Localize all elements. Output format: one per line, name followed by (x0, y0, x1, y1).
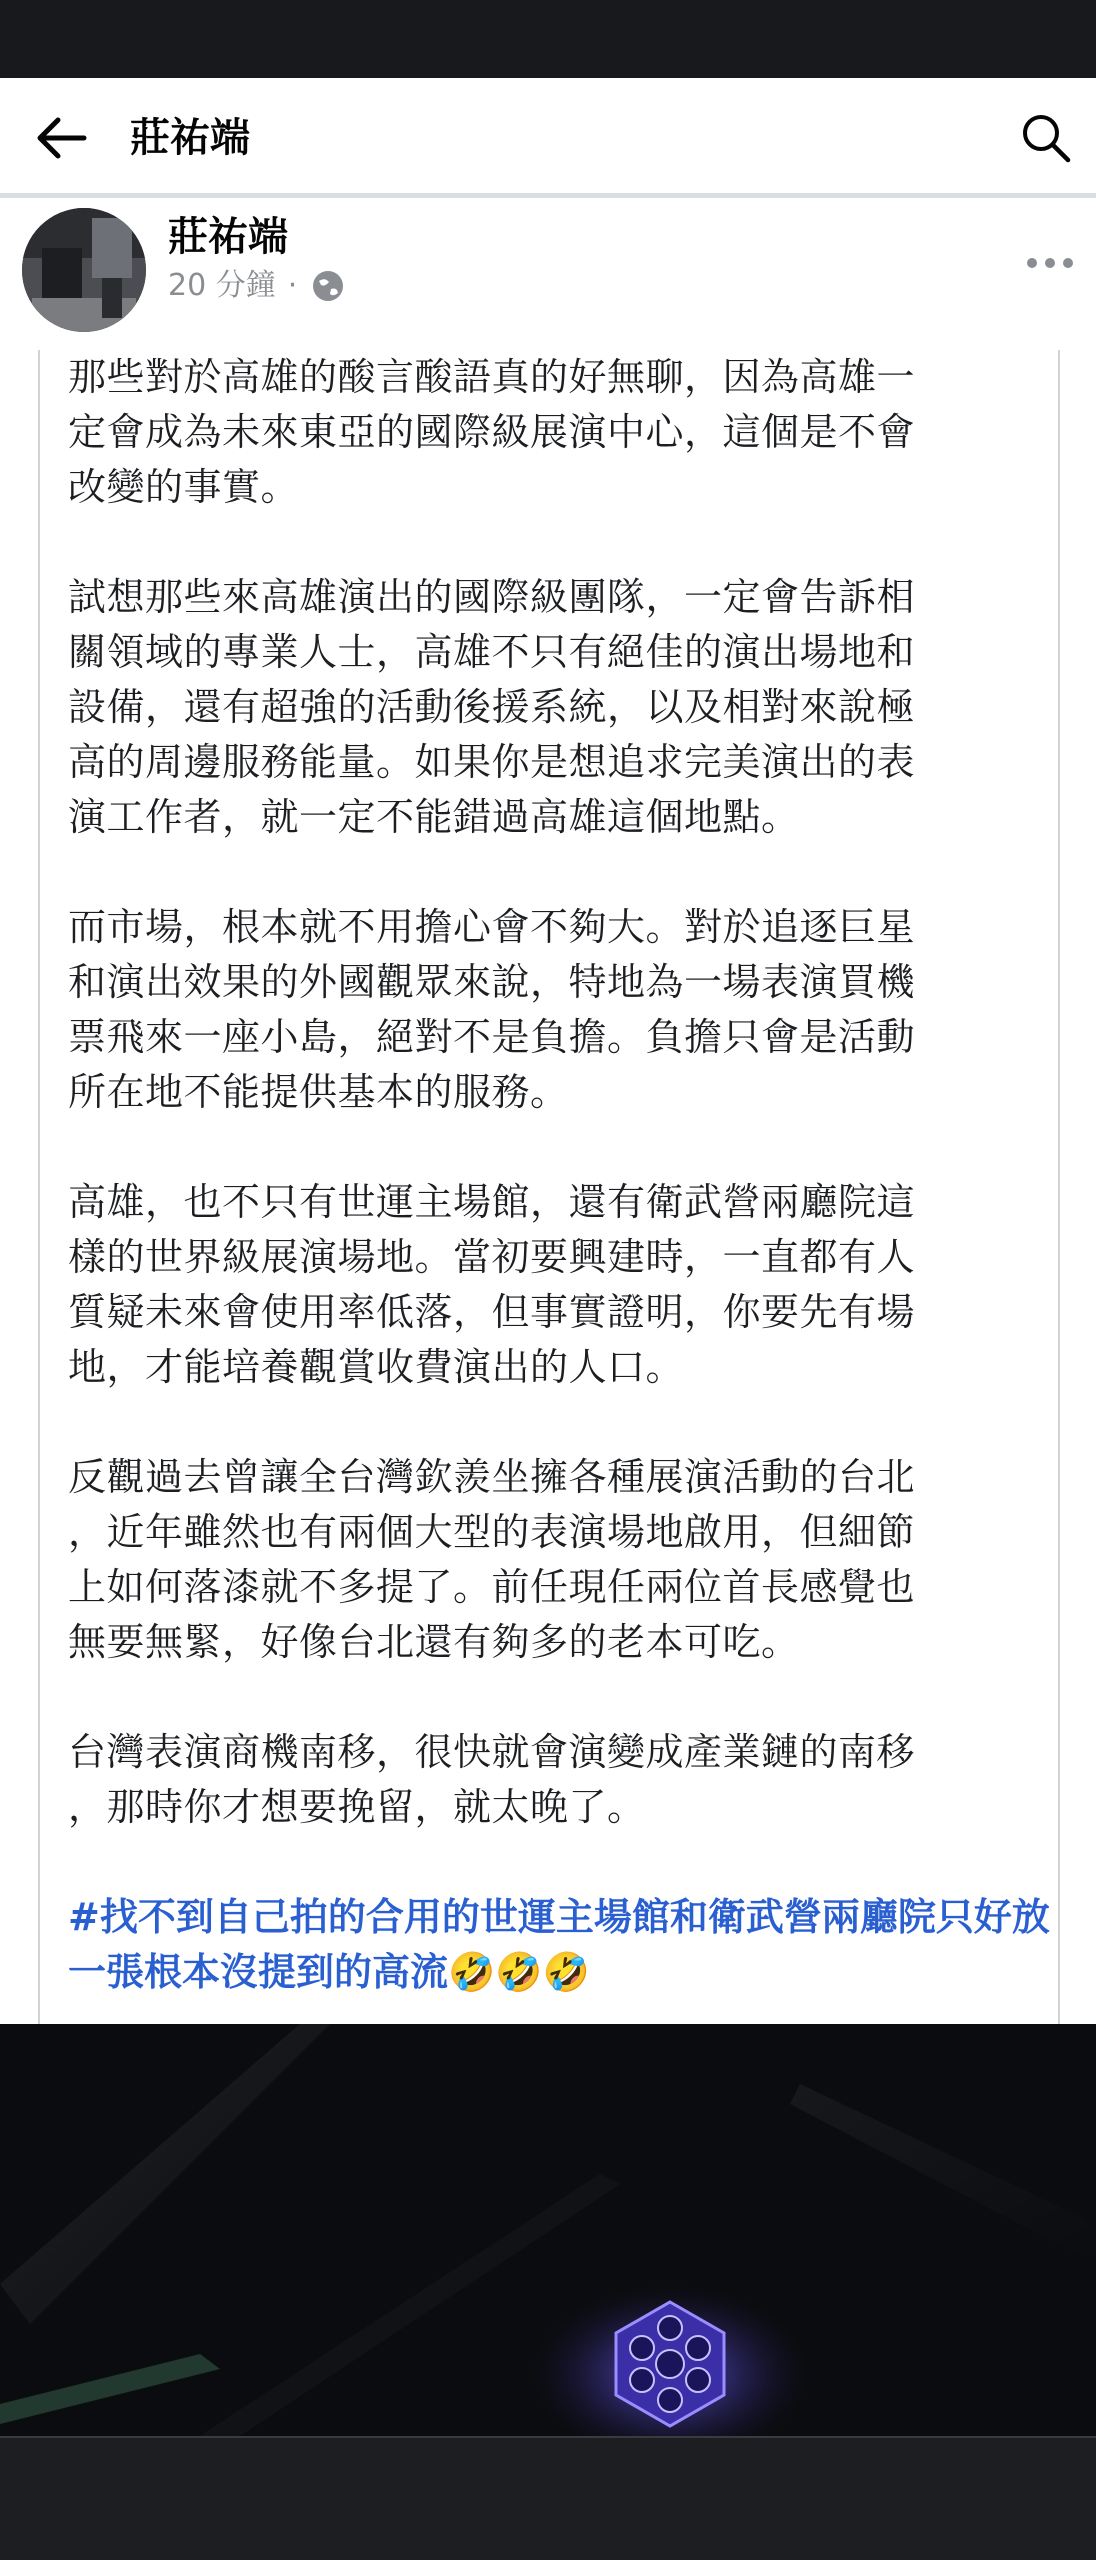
post-meta (168, 264, 345, 308)
post-content (38, 350, 1060, 2026)
meta-separator: · (287, 268, 298, 303)
more-options-button[interactable] (1024, 248, 1076, 278)
back-button[interactable] (30, 106, 94, 170)
arrow-left-icon (30, 106, 94, 170)
post-time[interactable]: 20 分鐘 (168, 268, 276, 303)
post-body-text: 那些對於高雄的酸言酸語真的好無聊，因為高雄一 定會成為未來東亞的國際級展演中心，這個是不會 改變的事實。 試想那些來高雄演出的國際級團隊，一定會告訴相 關領域的專業人士，高雄不只有絕佳的演出場地和 設備，還有超強的活動後援系統，以及相對來說極 高的周邊服務能量。如果你是想追求完美演出的表 演工作者，就一定不能錯過高雄這個地點。 而市場，根本就不用擔心會不夠大。對於追逐巨星 和演出效果的外國觀眾來說，特地為一場表演買機 票飛來一座小島，絕對不是負擔。負擔只會是活動 所在地不能提供基本的服務。 高雄，也不只有世運主場館，還有衛武營兩廳院這 樣的世界級展演場地。當初要興建時，一直都有人 質疑未來會使用率低落，但事實證明，你要先有場 地，才能培養觀賞收費演出的人口。 反觀過去曾讓全台灣欽羨坐擁各種展演活動的台北 ，近年雖然也有兩個大型的表演場地啟用，但細節 上如何落漆就不多提了。前任現任兩位首長感覺也 無要無緊，好像台北還有夠多的老本可吃。 台灣表演商機南移，很快就會演變成產業鏈的南移 ，那時你才想要挽留，就太晚了。 (68, 355, 916, 1829)
search-button[interactable] (1016, 108, 1076, 168)
globe-icon (311, 269, 345, 303)
avatar[interactable] (22, 208, 146, 332)
status-bar (0, 0, 1096, 78)
search-icon (1016, 108, 1076, 168)
more-horizontal-icon (1024, 248, 1076, 278)
bottom-bar (0, 2436, 1096, 2560)
post-hashtag-link[interactable]: #找不到自己拍的合用的世運主場館和衛武營兩廳院只好放一張根本沒提到的高流🤣🤣🤣 (68, 1895, 1050, 1994)
post-image[interactable] (0, 2024, 1096, 2436)
app-header (0, 78, 1096, 198)
post-header (0, 198, 1096, 348)
page-title: 莊祐端 (130, 115, 250, 161)
author-name[interactable]: 莊祐端 (168, 214, 288, 260)
